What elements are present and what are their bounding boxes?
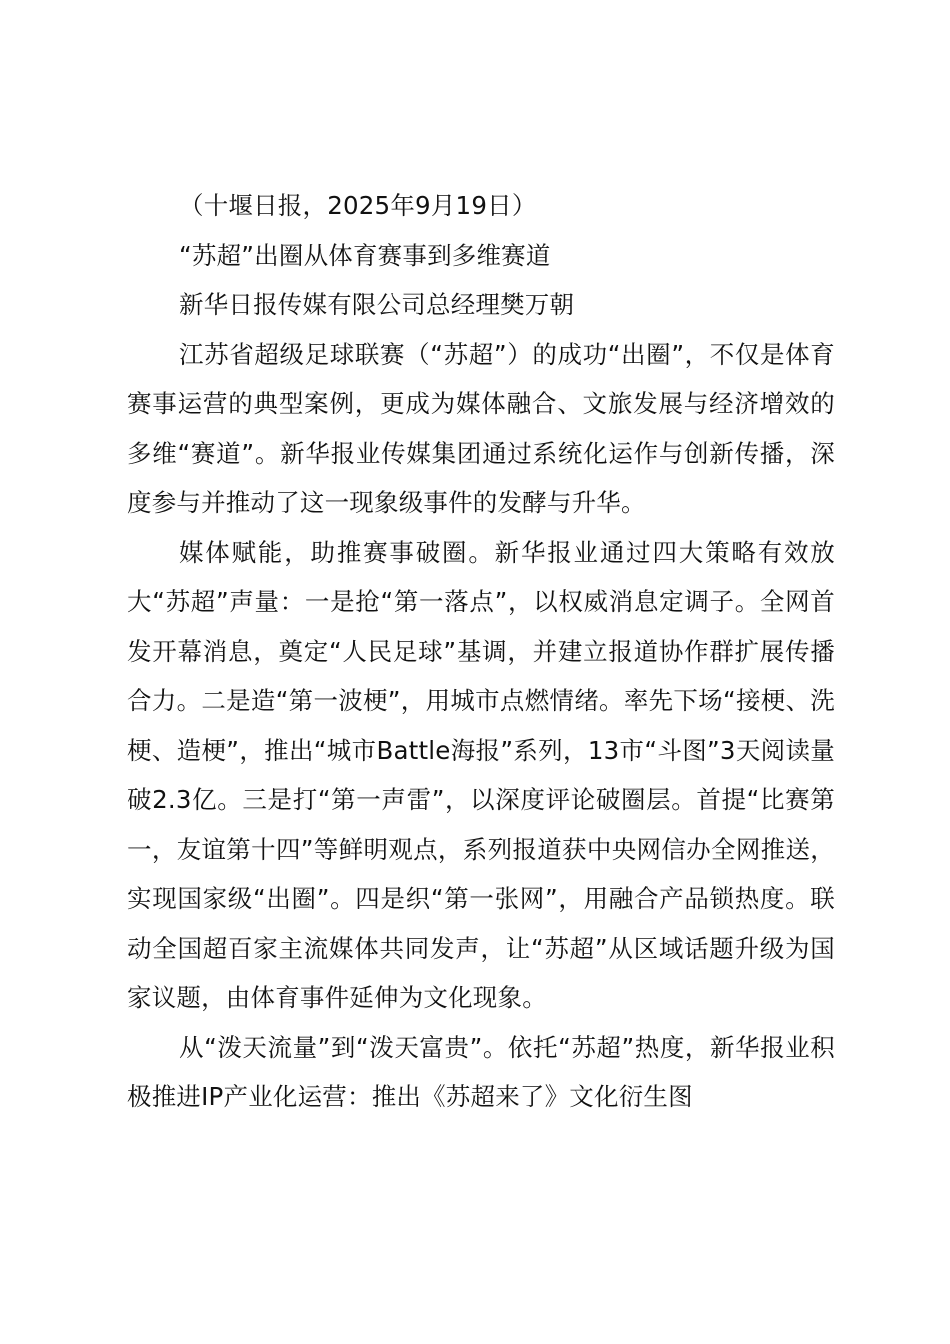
paragraph-media-empowerment: 媒体赋能，助推赛事破圈。新华报业通过四大策略有效放大“苏超”声量：一是抢“第一落点”，以权威消息定调子。全网首发开幕消息，奠定“人民足球”基调，并建立报道协作群扩展传播合力。二是造“第一波梗”，用城市点燃情绪。率先下场“接梗、洗梗、造梗”，推出“城市Battle海报”系列，13市“斗图”3天阅读量破2.3亿。三是打“第一声雷”，以深度评论破圈层。首提“比赛第一，友谊第十四”等鲜明观点，系列报道获中央网信办全网推送，实现国家级“出圈”。四是织“第一张网”，用融合产品锁热度。联动全国超百家主流媒体共同发声，让“苏超”从区域话题升级为国家议题，由体育事件延伸为文化现象。	[127, 537, 835, 1012]
source-line: （十堰日报，2025年9月19日）	[179, 191, 537, 220]
article-headline: “苏超”出圈从体育赛事到多维赛道	[179, 240, 551, 270]
paragraph-ip-operation: 从“泼天流量”到“泼天富贵”。依托“苏超”热度，新华报业积极推进IP产业化运营：推出《苏超来了》文化衍生图	[127, 1032, 835, 1111]
article-byline: 新华日报传媒有限公司总经理樊万朝	[179, 290, 575, 319]
paragraph-intro: 江苏省超级足球联赛（“苏超”）的成功“出圈”，不仅是体育赛事运营的典型案例，更成为媒体融合、文旅发展与经济增效的多维“赛道”。新华报业传媒集团通过系统化运作与创新传播，深度参与并推动了这一现象级事件的发酵与升华。	[127, 339, 835, 517]
article-body	[127, 181, 835, 1122]
